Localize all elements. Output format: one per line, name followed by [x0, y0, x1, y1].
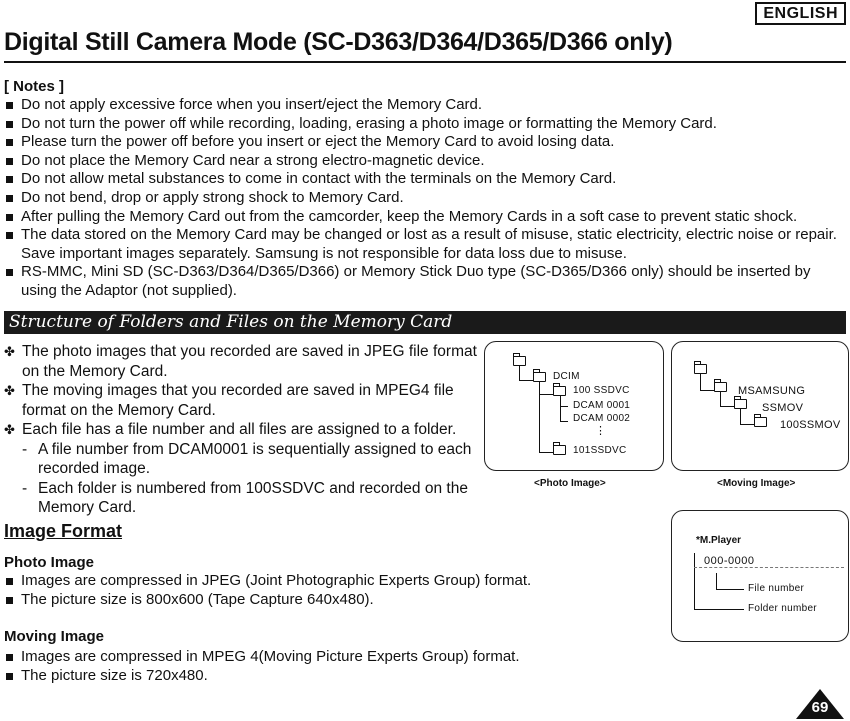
folder-100ssdvc-icon: [553, 386, 566, 396]
file-dcam0001-label: DCAM 0001: [573, 400, 631, 411]
tree-line: [539, 452, 553, 453]
note-item: RS-MMC, Mini SD (SC-D363/D364/D365/D366) or Memory Stick Duo type (SC-D365/D366 only) should be inserted by using the Adaptor (not supplied).: [4, 263, 846, 300]
folder-101ssdvc-label: 101SSDVC: [573, 445, 627, 456]
moving-format-item: The picture size is 720x480.: [4, 667, 644, 686]
structure-text: [4, 342, 484, 518]
tree-line: [694, 609, 744, 610]
cross-bullet-icon: ✤: [4, 344, 15, 359]
msamsung-label: MSAMSUNG: [738, 385, 806, 397]
ssmov-label: SSMOV: [762, 402, 804, 414]
folder-101ssdvc-icon: [553, 445, 566, 455]
photo-folder-tree-panel: [484, 341, 664, 471]
note-item: After pulling the Memory Card out from the camcorder, keep the Memory Cards in a soft case to prevent static shock.: [4, 208, 846, 227]
dash-bullet: -: [22, 440, 28, 458]
image-format-heading: Image Format: [4, 521, 123, 541]
tree-line: [700, 390, 714, 391]
note-item: Do not turn the power off while recording, loading, erasing a photo image or formatting the Memory Card.: [4, 115, 846, 134]
player-code: 000-0000: [694, 555, 844, 568]
file-number-panel: [671, 510, 849, 642]
root-folder-icon: [694, 364, 707, 374]
note-item: Do not place the Memory Card near a strong electro-magnetic device.: [4, 152, 846, 171]
file-number-label: File number: [748, 583, 805, 594]
msamsung-folder-icon: [714, 382, 727, 392]
tree-line: [519, 380, 533, 381]
dcim-folder-icon: [533, 372, 546, 382]
structure-item: [4, 381, 484, 420]
photo-format-item: The picture size is 800x600 (Tape Capture 640x480).: [4, 591, 644, 610]
tree-ellipsis: ⋮: [595, 425, 607, 437]
tree-line: [720, 392, 721, 406]
tree-line: [560, 396, 561, 422]
photo-image-heading: Photo Image: [4, 554, 95, 571]
structure-sub-item: [4, 479, 484, 518]
photo-image-caption: <Photo Image>: [534, 478, 606, 489]
tree-line: [519, 366, 520, 380]
folder-100ssdvc-label: 100 SSDVC: [573, 385, 630, 396]
language-badge: ENGLISH: [755, 2, 846, 25]
tree-line: [740, 424, 754, 425]
page-title: Digital Still Camera Mode (SC-D363/D364/D365/D366 only): [4, 28, 846, 63]
cross-bullet-icon: ✤: [4, 383, 15, 398]
tree-line: [560, 406, 568, 407]
dcim-label: DCIM: [553, 371, 580, 382]
moving-image-caption: <Moving Image>: [717, 478, 796, 489]
tree-line: [700, 374, 701, 390]
structure-item-text: The moving images that you recorded are saved in MPEG4 file format on the Memory Card.: [22, 382, 454, 419]
photo-image-list: [4, 572, 644, 609]
structure-item: [4, 420, 484, 440]
note-item: Please turn the power off before you insert or eject the Memory Card to avoid losing data.: [4, 133, 846, 152]
structure-sub-item-text: Each folder is numbered from 100SSDVC and recorded on the Memory Card.: [38, 479, 468, 516]
folder-100ssmov-label: 100SSMOV: [780, 419, 841, 431]
note-item: Do not apply excessive force when you insert/eject the Memory Card.: [4, 96, 846, 115]
structure-section-bar: [4, 311, 846, 334]
tree-line: [716, 573, 717, 589]
structure-item-text: The photo images that you recorded are saved in JPEG file format on the Memory Card.: [22, 343, 477, 380]
note-item: Do not bend, drop or apply strong shock to Memory Card.: [4, 189, 846, 208]
notes-heading: [ Notes ]: [4, 78, 64, 95]
tree-line: [740, 409, 741, 424]
structure-item-text: Each file has a file number and all files are assigned to a folder.: [22, 421, 457, 438]
moving-format-item: Images are compressed in MPEG 4(Moving Picture Experts Group) format.: [4, 648, 644, 667]
structure-heading: Structure of Folders and Files on the Memory Card: [9, 312, 453, 332]
tree-line: [560, 421, 568, 422]
movie-folder-tree-panel: [671, 341, 849, 471]
tree-line: [539, 382, 540, 452]
file-dcam0002-label: DCAM 0002: [573, 413, 631, 424]
root-folder-icon: [513, 356, 526, 366]
folder-100ssmov-icon: [754, 417, 767, 427]
note-item: Do not allow metal substances to come in contact with the terminals on the Memory Card.: [4, 170, 846, 189]
structure-item: [4, 342, 484, 381]
page-number-badge: [796, 689, 844, 719]
folder-number-label: Folder number: [748, 603, 817, 614]
ssmov-folder-icon: [734, 399, 747, 409]
cross-bullet-icon: ✤: [4, 422, 15, 437]
photo-format-item: Images are compressed in JPEG (Joint Photographic Experts Group) format.: [4, 572, 644, 591]
moving-image-heading: Moving Image: [4, 628, 105, 645]
note-item: The data stored on the Memory Card may be changed or lost as a result of misuse, static electricity, electric noise or repair. Save important images separately. Samsung is not responsible for data loss due to misuse.: [4, 226, 846, 263]
player-title: *M.Player: [696, 535, 742, 546]
dash-bullet: -: [22, 479, 28, 497]
page-number: 69: [811, 699, 829, 716]
structure-sub-item: [4, 440, 484, 479]
tree-line: [539, 394, 553, 395]
notes-list: [4, 96, 846, 301]
moving-image-list: [4, 648, 644, 685]
tree-line: [716, 589, 744, 590]
structure-sub-item-text: A file number from DCAM0001 is sequentially assigned to each recorded image.: [38, 440, 472, 477]
tree-line: [720, 406, 734, 407]
